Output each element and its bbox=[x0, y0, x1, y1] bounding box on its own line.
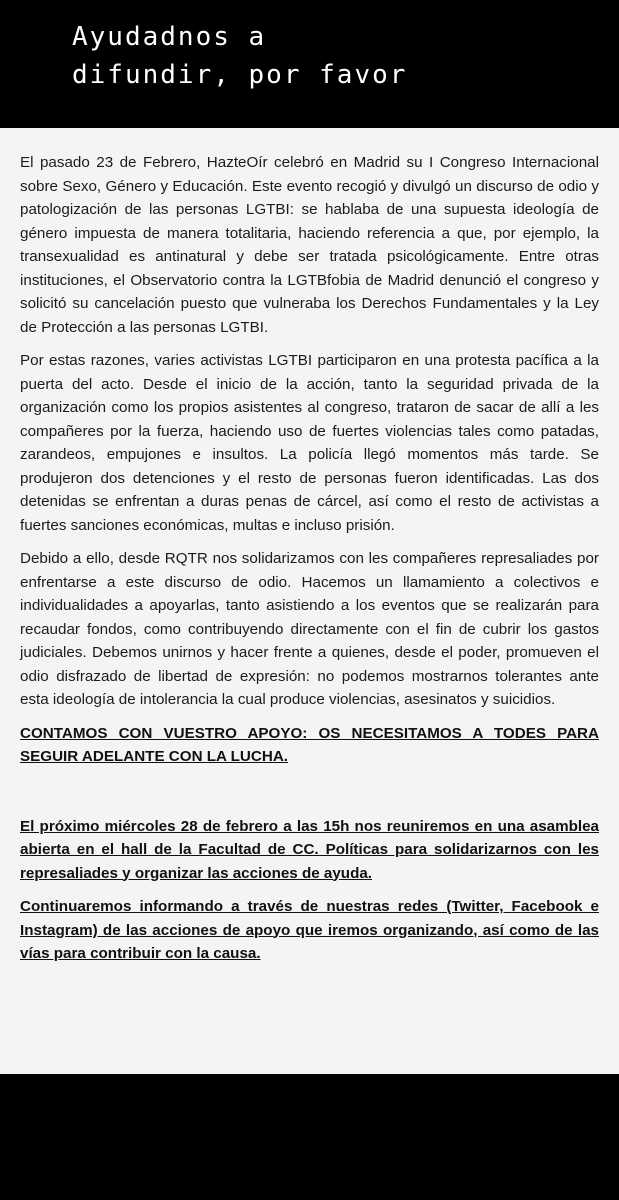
header-bar bbox=[0, 0, 619, 128]
bottom-black-area bbox=[0, 1074, 619, 1200]
paragraph-protest: Por estas razones, varies activistas LGTBI participaron en una protesta pacífica a la puerta del acto. Desde el inicio de la acción, tanto la seguridad privada de la organización como los propios asistentes al congreso, trataron de sacar de allí a les compañeres por la fuerza, haciendo uso de fuertes violencias tales como patadas, zarandeos, empujones e insultos. La policía llegó momentos más tarde. Se produjeron dos detenciones y el resto de personas fueron identificadas. Las dos detenidas se enfrentan a duras penas de cárcel, así como el resto de activistas a fuertes sanciones económicas, multas e incluso prisión. bbox=[20, 352, 599, 534]
spacer bbox=[20, 779, 599, 815]
document-image bbox=[0, 128, 619, 1074]
document-body bbox=[20, 151, 599, 976]
announcement: El próximo miércoles 28 de febrero a las 15h nos reuniremos en una asamblea abierta en el hall de la Facultad de CC. Políticas para solidarizarnos con les represaliades y organizar las acciones de ayuda. bbox=[20, 817, 599, 882]
paragraph-intro: El pasado 23 de Febrero, HazteOír celebró en Madrid su I Congreso Internacional sobre Sexo, Género y Educación. Este evento recogió y divulgó un discurso de odio y patologización de las personas LGTBI: se hablaba de una supuesta ideología de género impuesta de manera totalitaria, haciendo referencia a que, por ejemplo, la transexualidad es antinatural y debe ser tratada psicológicamente. Entre otras instituciones, el Observatorio contra la LGTBfobia de Madrid denunció el congreso y solicitó su cancelación puesto que vulneraba los Derechos Fundamentales y la Ley de Protección a las personas LGTBI. bbox=[20, 154, 599, 336]
closing-note: Continuaremos informando a través de nuestras redes (Twitter, Facebook e Instagram) de las acciones de apoyo que iremos organizando, así como de las vías para contribuir con la causa. bbox=[20, 898, 599, 962]
call-to-action: CONTAMOS CON VUESTRO APOYO: OS NECESITAMOS A TODES PARA SEGUIR ADELANTE CON LA LUCHA. bbox=[20, 724, 599, 765]
story-title: Ayudadnos a difundir, por favor bbox=[72, 22, 408, 90]
paragraph-solidarity: Debido a ello, desde RQTR nos solidarizamos con les compañeres represaliades por enfrentarse a este discurso de odio. Hacemos un llamamiento a colectivos e individualidades a apoyarlas, tanto asistiendo a los eventos que se realizarán para recaudar fondos, como contribuyendo directamente con el fin de cubrir los gastos judiciales. Debemos unirnos y hacer frente a quienes, desde el poder, promueven el odio disfrazado de libertad de expresión: no podemos mostrarnos tolerantes ante esta ideología de intolerancia la cual produce violencias, asesinatos y suicidios. bbox=[20, 550, 599, 708]
